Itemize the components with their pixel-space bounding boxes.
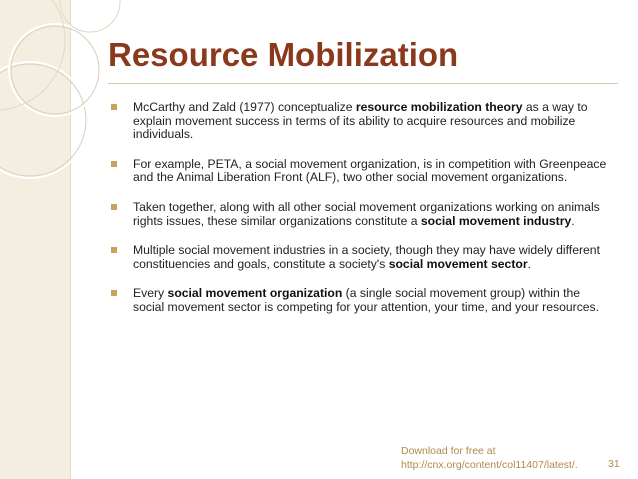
bullet-list (107, 101, 607, 331)
bullet-item (107, 201, 607, 228)
bullet-marker-icon (111, 290, 117, 296)
bullet-text: . (527, 256, 531, 271)
bullet-marker-icon (111, 161, 117, 167)
bullet-item (107, 101, 607, 142)
footer-line-1: Download for free at (401, 445, 496, 457)
decorative-ring (0, 62, 88, 178)
bullet-marker-icon (111, 247, 117, 253)
page-number: 31 (608, 458, 620, 470)
bullet-bold-term: social movement organization (167, 286, 343, 301)
bullet-item (107, 244, 607, 271)
bullet-text: Multiple social movement industries in a society, though they may have widely different constituencies and goals, constitute a society's (133, 243, 600, 271)
bullet-text: (a single social movement group) within the social movement sector is competing for your attention, your time, and your resources. (133, 286, 600, 314)
footer-source-link[interactable] (401, 444, 601, 472)
bullet-marker-icon (111, 104, 117, 110)
bullet-bold-term: social movement industry (420, 213, 572, 228)
bullet-text: . (571, 213, 575, 228)
title-underline (108, 83, 618, 84)
slide-title: Resource Mobilization (108, 36, 459, 73)
bullet-marker-icon (111, 204, 117, 210)
footer-line-2: http://cnx.org/content/col11407/latest/. (401, 459, 578, 471)
bullet-bold-term: resource mobilization theory (355, 100, 523, 114)
bullet-bold-term: social movement sector (388, 256, 528, 271)
bullet-text: Every (133, 286, 168, 301)
bullet-text: McCarthy and Zald (1977) conceptualize (133, 100, 356, 114)
decorative-ring (0, 0, 65, 110)
bullet-item (107, 287, 607, 314)
bullet-text: as a way to explain movement success in terms of its ability to acquire resources and mobilize individuals. (133, 100, 588, 142)
bullet-text: Taken together, along with all other social movement organizations working on animals rights issues, these similar organizations constitute a (133, 199, 600, 228)
bullet-item (107, 158, 607, 185)
bullet-text: For example, PETA, a social movement organization, is in competition with Greenpeace and the Animal Liberation Front (ALF), two other social movement organizations. (133, 156, 607, 185)
